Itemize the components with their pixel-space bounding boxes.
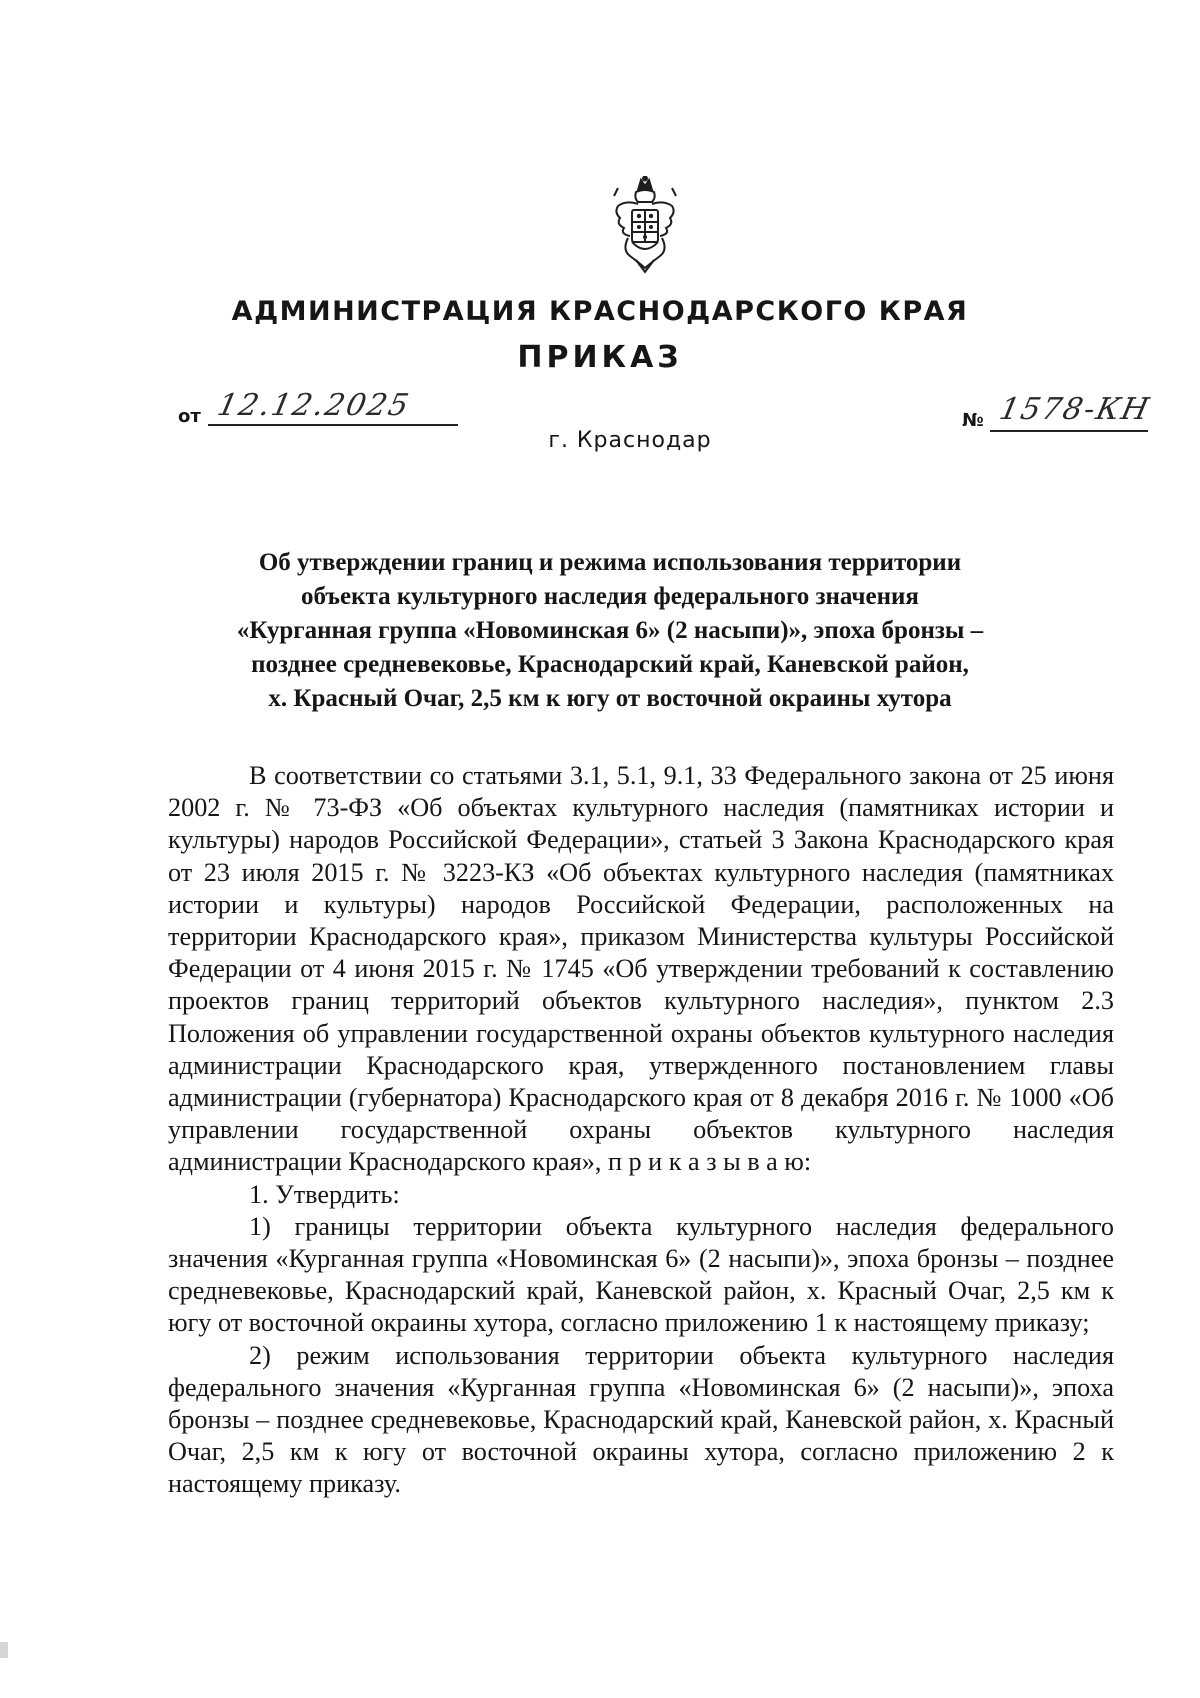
title-line: объекта культурного наследия федерального значения xyxy=(301,583,919,610)
date-underline xyxy=(208,424,458,426)
item-1: 1. Утвердить: xyxy=(249,1179,400,1209)
coat-of-arms-icon xyxy=(608,176,682,274)
document-body xyxy=(168,760,1114,1501)
date-handwritten: 12.12.2025 xyxy=(214,388,414,423)
number-prefix: № xyxy=(962,410,984,431)
item-1-1: 1) границы территории объекта культурного наследия федерального значения «Курганная группа «Новоминская 6» (2 насыпи)», эпоха бронзы – позднее средневековье, Краснодарский край, Каневской район, х. Красный Очаг, 2,5 км к югу от восточной окраины хутора, согласно приложению 1 к настоящему приказу; xyxy=(168,1211,1114,1338)
number-underline xyxy=(990,430,1148,432)
scan-artifact xyxy=(0,1642,8,1658)
document-type: ПРИКАЗ xyxy=(517,340,683,375)
document-title xyxy=(150,546,1070,716)
date-prefix: от xyxy=(178,406,201,427)
city-name: г. Краснодар xyxy=(548,428,712,453)
title-line: Об утверждении границ и режима использования территории xyxy=(258,549,962,576)
order-word: п р и к а з ы в а ю: xyxy=(607,1147,812,1177)
title-line: «Курганная группа «Новоминская 6» (2 насыпи)», эпоха бронзы – xyxy=(236,617,984,644)
preamble-text: В соответствии со статьями 3.1, 5.1, 9.1, 33 Федерального закона от 25 июня 2002 г. № 73-ФЗ «Об объектах культурного наследия (памятниках истории и культуры) народов Российской Федерации», статьей 3 Закона Краснодарского края от 23 июля 2015 г. № 3223-КЗ «Об объектах культурного наследия (памятниках истории и культуры) народов Российской Федерации, расположенных на территории Краснодарского края», приказом Министерства культуры Российской Федерации от 4 июня 2015 г. № 1745 «Об утверждении требований к составлению проектов границ территорий объектов культурного наследия», пунктом 2.3 Положения об управлении государственной охраны объектов культурного наследия администрации Краснодарского края, утвержденного постановлением главы администрации (губернатора) Краснодарского края от 8 декабря 2016 г. № 1000 «Об управлении государственной охраны объектов культурного наследия администрации Краснодарского края», xyxy=(168,761,1114,1177)
preamble-paragraph xyxy=(168,760,1114,1179)
title-line: позднее средневековье, Краснодарский край, Каневской район, xyxy=(251,651,969,678)
organization-name: АДМИНИСТРАЦИЯ КРАСНОДАРСКОГО КРАЯ xyxy=(231,296,969,327)
title-line: х. Красный Очаг, 2,5 км к югу от восточной окраины хутора xyxy=(268,685,952,712)
item-1-2: 2) режим использования территории объекта культурного наследия федерального значения «Курганная группа «Новоминская 6» (2 насыпи)», эпоха бронзы – позднее средневековье, Краснодарский край, Каневской район, х. Красный Очаг, 2,5 км к югу от восточной окраины хутора, согласно приложению 2 к настоящему приказу. xyxy=(168,1340,1114,1499)
number-handwritten: 1578-КН xyxy=(996,392,1154,427)
